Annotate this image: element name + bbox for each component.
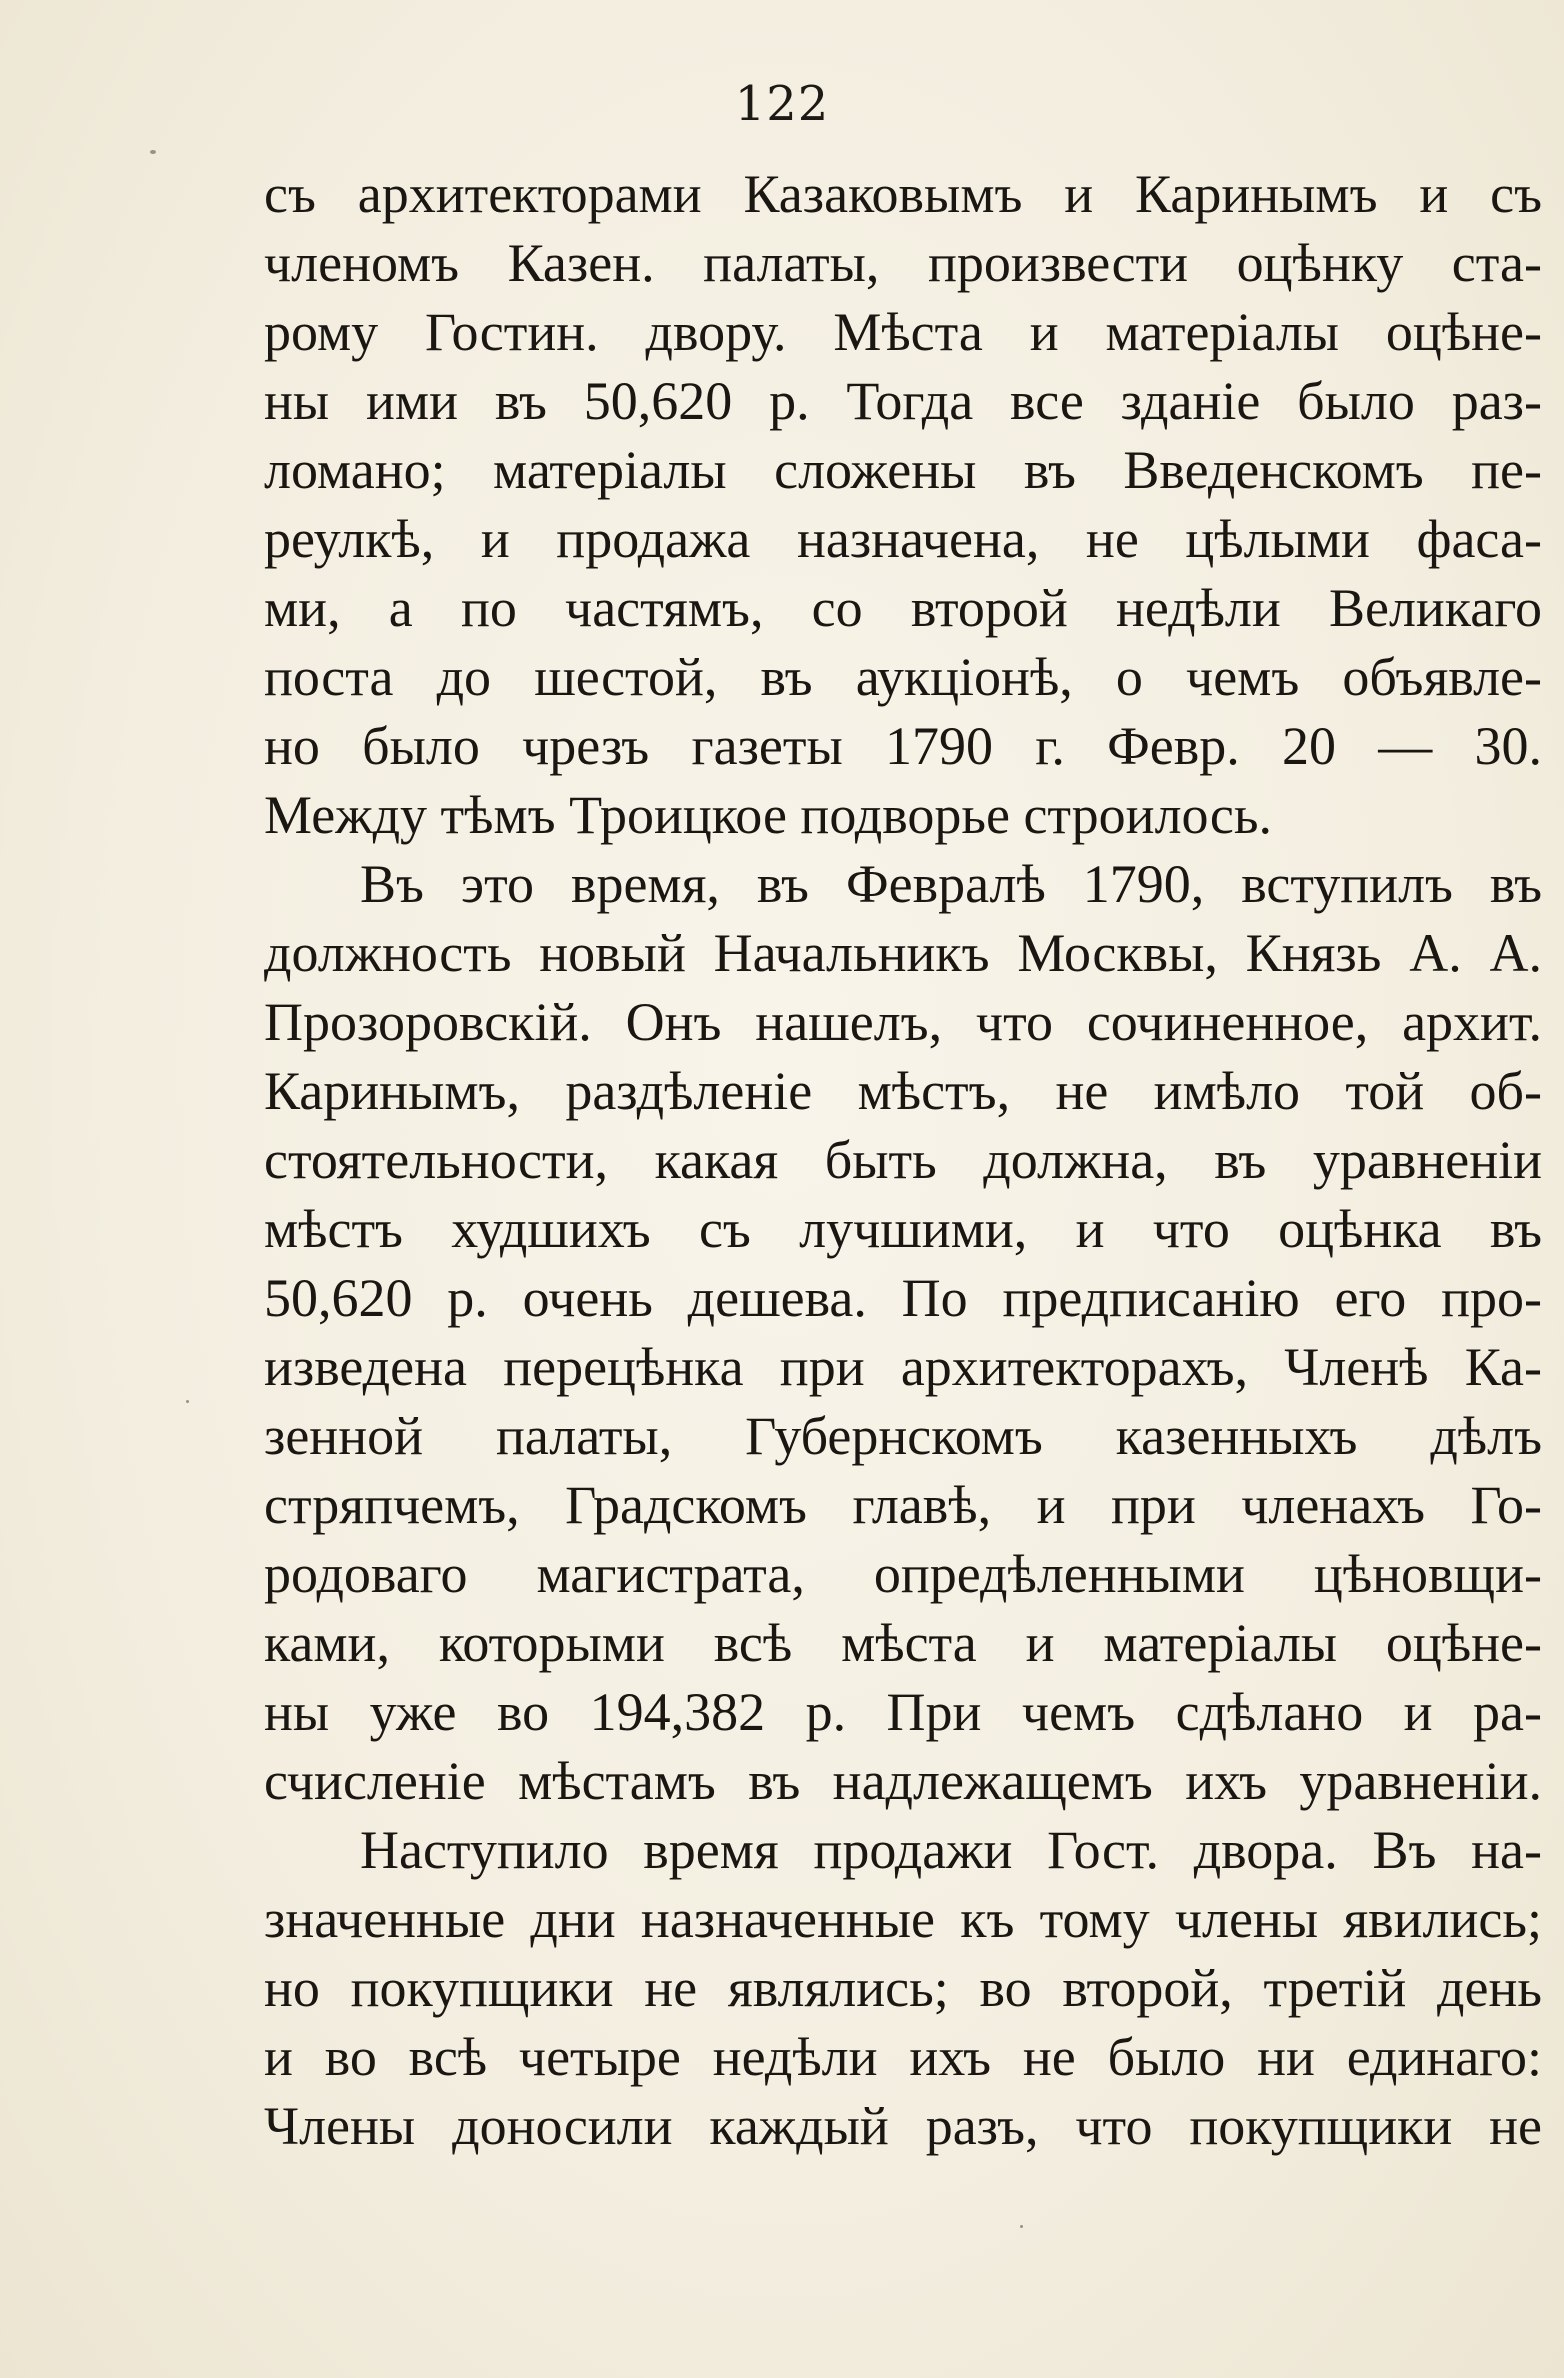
paragraph-start-line: Въ это время, въ Февралѣ 1790, вступилъ въ [360, 854, 1542, 914]
text-line: стряпчемъ, Градскомъ главѣ, и при членахъ Го- [264, 1475, 1542, 1535]
text-line: стоятельности, какая быть должна, въ уравненіи [264, 1130, 1542, 1190]
paper-speck [186, 1400, 189, 1403]
text-line: мѣстъ худшихъ съ лучшими, и что оцѣнка въ [264, 1199, 1542, 1259]
text-line: Прозоровскій. Онъ нашелъ, что сочиненное, архит. [264, 992, 1542, 1052]
text-line: и во всѣ четыре недѣли ихъ не было ни единаго: [264, 2027, 1542, 2087]
text-line: должность новый Начальникъ Москвы, Князь А. А. [264, 923, 1542, 983]
paper-speck [1020, 2225, 1023, 2228]
paragraph-end-line: Между тѣмъ Троицкое подворье строилось. [264, 785, 1272, 845]
text-line: членомъ Казен. палаты, произвести оцѣнку ста- [264, 233, 1542, 293]
paragraph-end-line: счисленіе мѣстамъ въ надлежащемъ ихъ уравненіи. [264, 1751, 1542, 1811]
text-line: Члены доносили каждый разъ, что покупщики не [264, 2096, 1542, 2156]
text-line: 50,620 р. очень дешева. По предписанію его про- [264, 1268, 1542, 1328]
text-line: ны уже во 194,382 р. При чемъ сдѣлано и ра- [264, 1682, 1542, 1742]
text-line: Каринымъ, раздѣленіе мѣстъ, не имѣло той об- [264, 1061, 1542, 1121]
text-line: зенной палаты, Губернскомъ казенныхъ дѣлъ [264, 1406, 1542, 1466]
body-text [264, 160, 1542, 2161]
text-line: но было чрезъ газеты 1790 г. Февр. 20 — 30. [264, 716, 1542, 776]
text-line: ми, а по частямъ, со второй недѣли Великаго [264, 578, 1542, 638]
text-line: съ архитекторами Казаковымъ и Каринымъ и съ [264, 164, 1542, 224]
text-line: ны ими въ 50,620 р. Тогда все зданіе было раз- [264, 371, 1542, 431]
page-number: 122 [734, 76, 830, 132]
text-line: но покупщики не являлись; во второй, третій день [264, 1958, 1542, 2018]
text-line: рому Гостин. двору. Мѣста и матеріалы оцѣне- [264, 302, 1542, 362]
text-line: ками, которыми всѣ мѣста и матеріалы оцѣне- [264, 1613, 1542, 1673]
text-line: поста до шестой, въ аукціонѣ, о чемъ объявле- [264, 647, 1542, 707]
text-line: значенные дни назначенные къ тому члены явились; [264, 1889, 1542, 1949]
text-line: реулкѣ, и продажа назначена, не цѣлыми фаса- [264, 509, 1542, 569]
text-line: ломано; матеріалы сложены въ Введенскомъ пе- [264, 440, 1542, 500]
paragraph-start-line: Наступило время продажи Гост. двора. Въ на- [360, 1820, 1542, 1880]
text-line: изведена перецѣнка при архитекторахъ, Членѣ Ка- [264, 1337, 1542, 1397]
paper-speck [150, 150, 156, 154]
text-line: родоваго магистрата, опредѣленными цѣновщи- [264, 1544, 1542, 1604]
